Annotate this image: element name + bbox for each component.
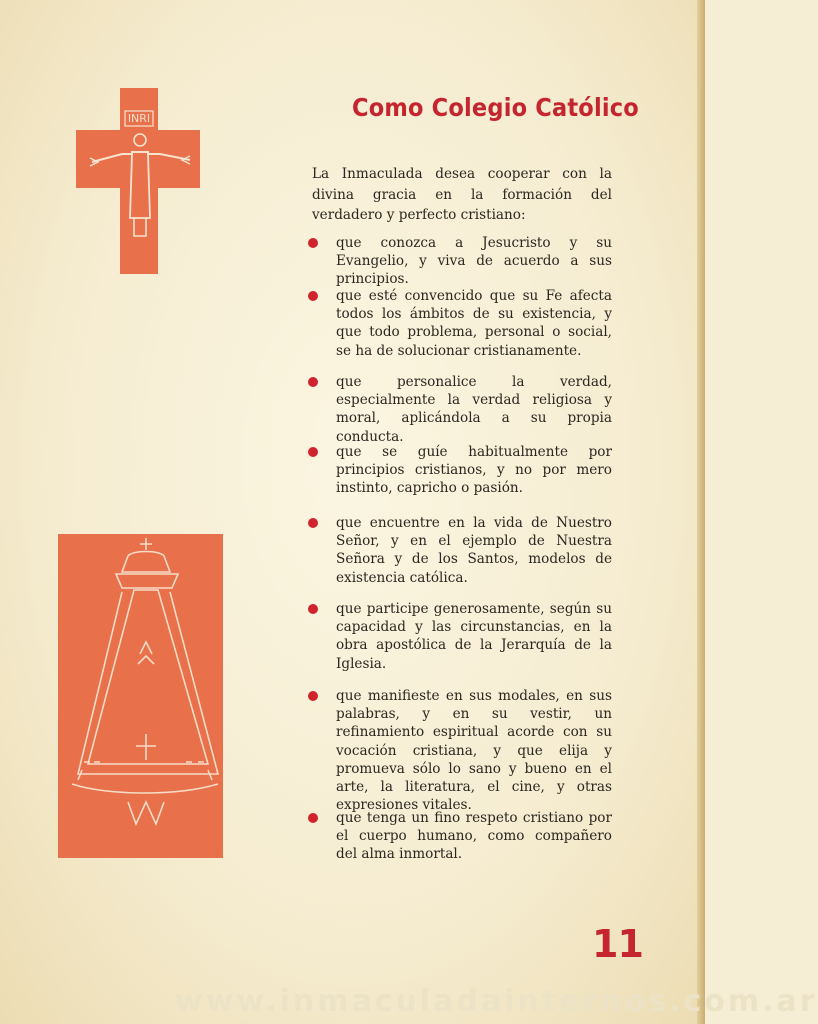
bullet-icon xyxy=(308,291,318,301)
bullet-icon xyxy=(308,238,318,248)
list-item: que esté convencido que su Fe afecta todos los ámbitos de su existencia, y que todo problema, personal o social, se ha de solucionar cristianamente. xyxy=(308,287,612,359)
bullet-icon xyxy=(308,813,318,823)
list-item: que encuentre en la vida de Nuestro Señor, y en el ejemplo de Nuestra Señora y de los Santos, modelos de existencia católica. xyxy=(308,514,612,586)
list-item: que tenga un fino respeto cristiano por el cuerpo humano, como compañero del alma inmortal. xyxy=(308,809,612,863)
intro-paragraph: La Inmaculada desea cooperar con la divina gracia en la formación del verdadero y perfecto cristiano: xyxy=(312,166,612,223)
page-title: Como Colegio Católico xyxy=(352,92,639,122)
page-edge xyxy=(697,0,705,1024)
inri-inscription: INRI xyxy=(127,112,151,125)
watermark-url: www.inmaculadainternos.com.ar xyxy=(175,984,818,1019)
virgin-illustration xyxy=(58,534,223,858)
principles-list xyxy=(308,234,612,863)
bullet-icon xyxy=(308,691,318,701)
list-item: que conozca a Jesucristo y su Evangelio, y viva de acuerdo a sus principios. xyxy=(308,234,612,270)
bullet-icon xyxy=(308,447,318,457)
list-item: que se guíe habitualmente por principios cristianos, y no por mero instinto, capricho o pasión. xyxy=(308,443,612,497)
list-item: que participe generosamente, según su capacidad y las circunstancias, en la obra apostólica de la Jerarquía de la Iglesia. xyxy=(308,600,612,672)
bullet-icon xyxy=(308,377,318,387)
bullet-icon xyxy=(308,604,318,614)
page-number: 11 xyxy=(592,922,643,966)
list-item: que manifieste en sus modales, en sus palabras, y en su vestir, un refinamiento espiritual acorde con su vocación cristiana, y que elija y promueva sólo lo sano y bueno en el arte, la literatura, el cine, y otras expresiones vitales. xyxy=(308,687,612,795)
bullet-icon xyxy=(308,518,318,528)
crucifix-illustration xyxy=(74,88,202,274)
list-item: que personalice la verdad, especialmente la verdad religiosa y moral, aplicándola a su propia conducta. xyxy=(308,373,612,427)
